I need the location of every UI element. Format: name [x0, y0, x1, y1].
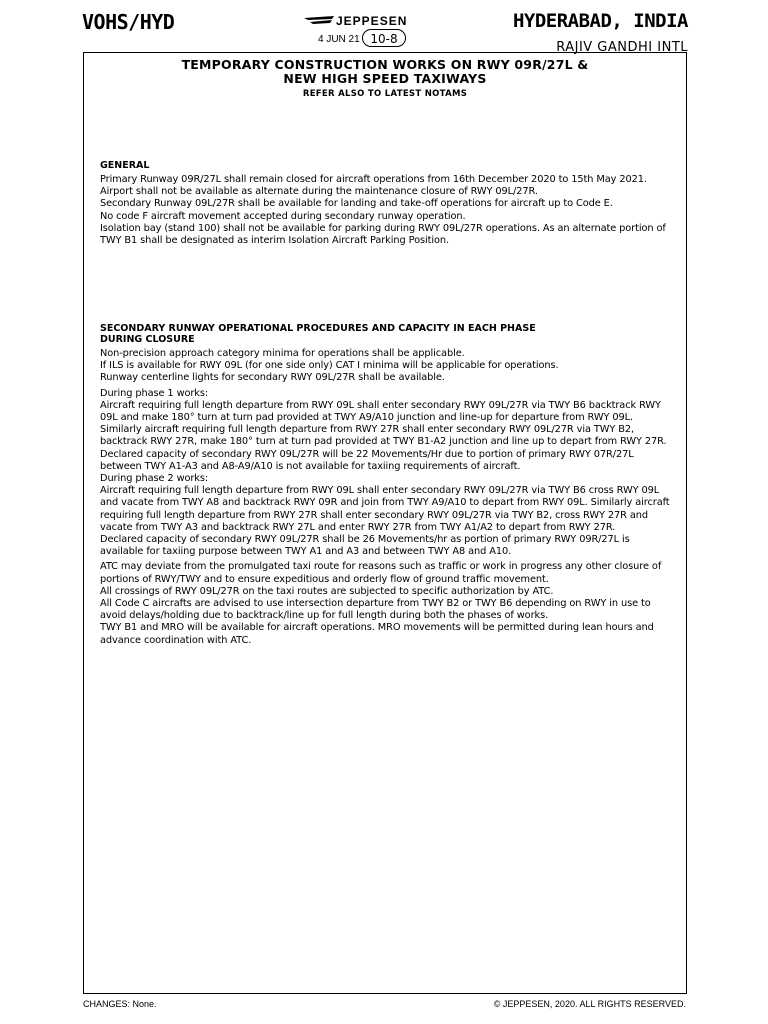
phase-heading: During phase 2 works:: [100, 473, 209, 485]
general-paragraph: Secondary Runway 09L/27R shall be available for landing and take-off operations for aircraft up to Code E.: [100, 198, 613, 210]
location-header: [513, 10, 688, 55]
procedures-heading-line-2: DURING CLOSURE: [100, 334, 195, 345]
general-paragraph: Airport shall not be available as alternate during the maintenance closure of RWY 09L/27R.: [100, 186, 538, 198]
effective-date: 4 JUN 21: [318, 34, 360, 45]
city-name: HYDERABAD, INDIA: [512, 10, 688, 32]
title-line-1: TEMPORARY CONSTRUCTION WORKS ON RWY 09R/27L &: [181, 57, 589, 72]
brand-name: JEPPESEN: [336, 14, 408, 28]
copyright-notice: © JEPPESEN, 2020. ALL RIGHTS RESERVED.: [493, 999, 686, 1009]
procedure-paragraph: Aircraft requiring full length departure from RWY 09L shall enter secondary RWY 09L/27R via TWY B6 cross RWY 09L and vacate from TWY A8 and backtrack RWY 09R and join from TWY A9/A10 to depart from RWY 09L. Similarly aircraft requiring full length departure from RWY 27R shall enter secondary RWY 09L/27R via TWY B2, cross RWY 27R and vacate from TWY A3 and backtrack RWY 27L and enter RWY 27R from TWY A1/A2 to depart from RWY 27R.: [100, 485, 670, 533]
airport-code: VOHS/HYD: [82, 10, 175, 34]
procedure-paragraph: All Code C aircrafts are advised to use intersection departure from TWY B2 or TWY B6 depending on RWY in use to avoid delays/holding due to backtrack/line up for full length during both the phases of works.: [100, 598, 651, 622]
procedure-paragraph: Runway centerline lights for secondary RWY 09L/27R shall be available.: [100, 372, 445, 384]
general-paragraph: Isolation bay (stand 100) shall not be available for parking during RWY 09L/27R operations. As an alternate portion of TWY B1 shall be designated as interim Isolation Aircraft Parking Position.: [100, 222, 666, 247]
title-subtitle: REFER ALSO TO LATEST NOTAMS: [302, 89, 468, 99]
airport-name: RAJIV GANDHI INTL: [556, 40, 688, 55]
procedure-paragraph: Declared capacity of secondary RWY 09L/27R will be 22 Movements/Hr due to portion of primary RWY 07R/27L between TWY A1-A3 and A8-A9/A10 is not available for taxiing requirements of aircraft.: [100, 448, 634, 472]
title-line-2: NEW HIGH SPEED TAXIWAYS: [283, 71, 487, 86]
procedure-paragraph: All crossings of RWY 09L/27R on the taxi routes are subjected to specific authorization by ATC.: [100, 585, 554, 597]
procedures-heading-line-1: SECONDARY RUNWAY OPERATIONAL PROCEDURES AND CAPACITY IN EACH PHASE: [100, 323, 536, 334]
general-heading: GENERAL: [100, 160, 150, 171]
procedures-section: [100, 323, 670, 647]
procedure-paragraph: Declared capacity of secondary RWY 09L/27R shall be 26 Movements/hr as portion of primary RWY 09R/27L is available for taxiing purpose between TWY A1 and A3 and between TWY A8 and A10.: [100, 534, 630, 558]
jeppesen-swoosh-icon: [304, 16, 334, 25]
chart-title: [83, 58, 687, 99]
procedure-paragraph: ATC may deviate from the promulgated taxi route for reasons such as traffic or work in progress any other closure of portions of RWY/TWY and to ensure expeditious and orderly flow of ground traffic movement.: [100, 561, 662, 585]
procedure-paragraph: Non-precision approach category minima for operations shall be applicable.: [100, 348, 465, 359]
phase-heading: During phase 1 works:: [100, 387, 209, 399]
general-paragraph: Primary Runway 09R/27L shall remain closed for aircraft operations from 16th December 2020 to 15th May 2021.: [100, 174, 647, 185]
chart-number: 10-8: [362, 29, 406, 47]
jeppesen-logo: [304, 14, 444, 28]
changes-note: CHANGES: None.: [83, 999, 157, 1009]
procedure-paragraph: TWY B1 and MRO will be available for aircraft operations. MRO movements will be permitted during lean hours and advance coordination with ATC.: [100, 622, 654, 646]
procedure-paragraph: If ILS is available for RWY 09L (for one side only) CAT I minima will be applicable for operations.: [100, 360, 559, 372]
general-section: [100, 160, 670, 247]
procedure-paragraph: Aircraft requiring full length departure from RWY 09L shall enter secondary RWY 09L/27R via TWY B6 backtrack RWY 09L and make 180° turn at turn pad provided at TWY A9/A10 junction and line-up for departure from RWY 09L. Similarly aircraft requiring full length departure from RWY 27R shall enter secondary RWY 09L/27R via TWY B2, backtrack RWY 27R, make 180° turn at turn pad provided at TWY B1-A2 junction and line up to depart from RWY 27R.: [100, 399, 667, 448]
general-paragraph: No code F aircraft movement accepted during secondary runway operation.: [100, 210, 466, 222]
